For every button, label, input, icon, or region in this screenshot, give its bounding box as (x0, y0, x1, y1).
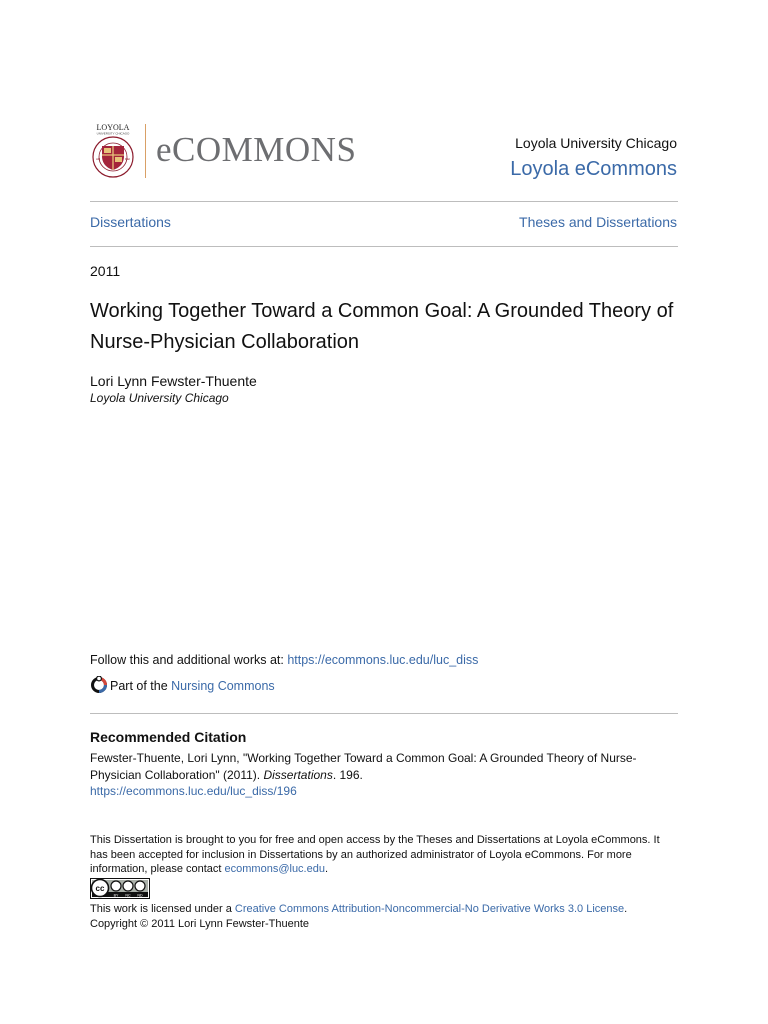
citation-divider (90, 713, 678, 714)
author-name: Lori Lynn Fewster-Thuente (90, 373, 257, 389)
part-of-prefix: Part of the (110, 679, 172, 693)
dissertations-link[interactable]: Dissertations (90, 214, 171, 230)
access-notice (90, 833, 680, 877)
svg-text:NC: NC (125, 893, 131, 898)
ecommons-logo[interactable] (90, 122, 380, 182)
copyright-line: Copyright © 2011 Lori Lynn Fewster-Thuente (90, 917, 310, 930)
follow-line (90, 653, 478, 667)
contact-email-link[interactable]: ecommons@luc.edu (224, 863, 325, 875)
repository-link[interactable]: Loyola eCommons (510, 158, 677, 180)
citation-text (90, 750, 680, 784)
follow-prefix: Follow this and additional works at: (90, 653, 288, 667)
svg-text:DEI: DEI (125, 157, 131, 161)
citation-text-after: . 196. (332, 768, 363, 782)
network-icon (90, 676, 108, 694)
license-prefix: This work is licensed under a (90, 903, 235, 915)
cc-license-link[interactable]: Creative Commons Attribution-Noncommercial-No Derivative Works 3.0 License (234, 903, 625, 915)
header-divider (90, 201, 678, 202)
svg-text:BY: BY (113, 893, 119, 898)
part-of-line (90, 676, 275, 694)
svg-text:LOYOLA: LOYOLA (96, 123, 130, 132)
citation-text-before: Fewster-Thuente, Lori Lynn, "Working Together Toward a Common Goal: A Grounded Theory of Nurse-Physician Collaboration" (2011). (90, 751, 637, 782)
logo-divider (145, 124, 146, 178)
loyola-seal-icon (90, 122, 136, 180)
institution-name: Loyola University Chicago (515, 135, 677, 151)
svg-text:AD: AD (96, 157, 101, 161)
license-suffix: . (624, 903, 628, 915)
author-affiliation: Loyola University Chicago (90, 391, 229, 405)
nursing-commons-link[interactable]: Nursing Commons (171, 679, 275, 693)
collection-url-link[interactable]: https://ecommons.luc.edu/luc_diss (287, 653, 479, 667)
license-block (90, 902, 680, 931)
svg-text:ND: ND (137, 893, 143, 898)
theses-dissertations-link[interactable]: Theses and Dissertations (519, 214, 677, 230)
citation-series: Dissertations (263, 768, 333, 782)
citation-url-link[interactable]: https://ecommons.luc.edu/luc_diss/196 (90, 784, 297, 798)
license-line (90, 902, 680, 917)
svg-text:UNIVERSITY CHICAGO: UNIVERSITY CHICAGO (96, 131, 130, 136)
recommended-citation-heading: Recommended Citation (90, 729, 247, 745)
notice-text: This Dissertation is brought to you for free and open access by the Theses and Dissertations at Loyola eCommons. It has been accepted for inclusion in Dissertations by an authorized administrator of Loyola eCommons. For more information, please contact (90, 834, 660, 875)
paper-title: Working Together Toward a Common Goal: A Grounded Theory of Nurse-Physician Collaboration (90, 300, 674, 353)
ecommons-wordmark: eCOMMONS (156, 130, 357, 169)
nav-divider (90, 246, 678, 247)
publication-year: 2011 (90, 263, 121, 279)
notice-suffix: . (324, 863, 329, 875)
cc-license-badge-icon[interactable] (90, 878, 150, 899)
svg-text:cc: cc (95, 884, 105, 893)
